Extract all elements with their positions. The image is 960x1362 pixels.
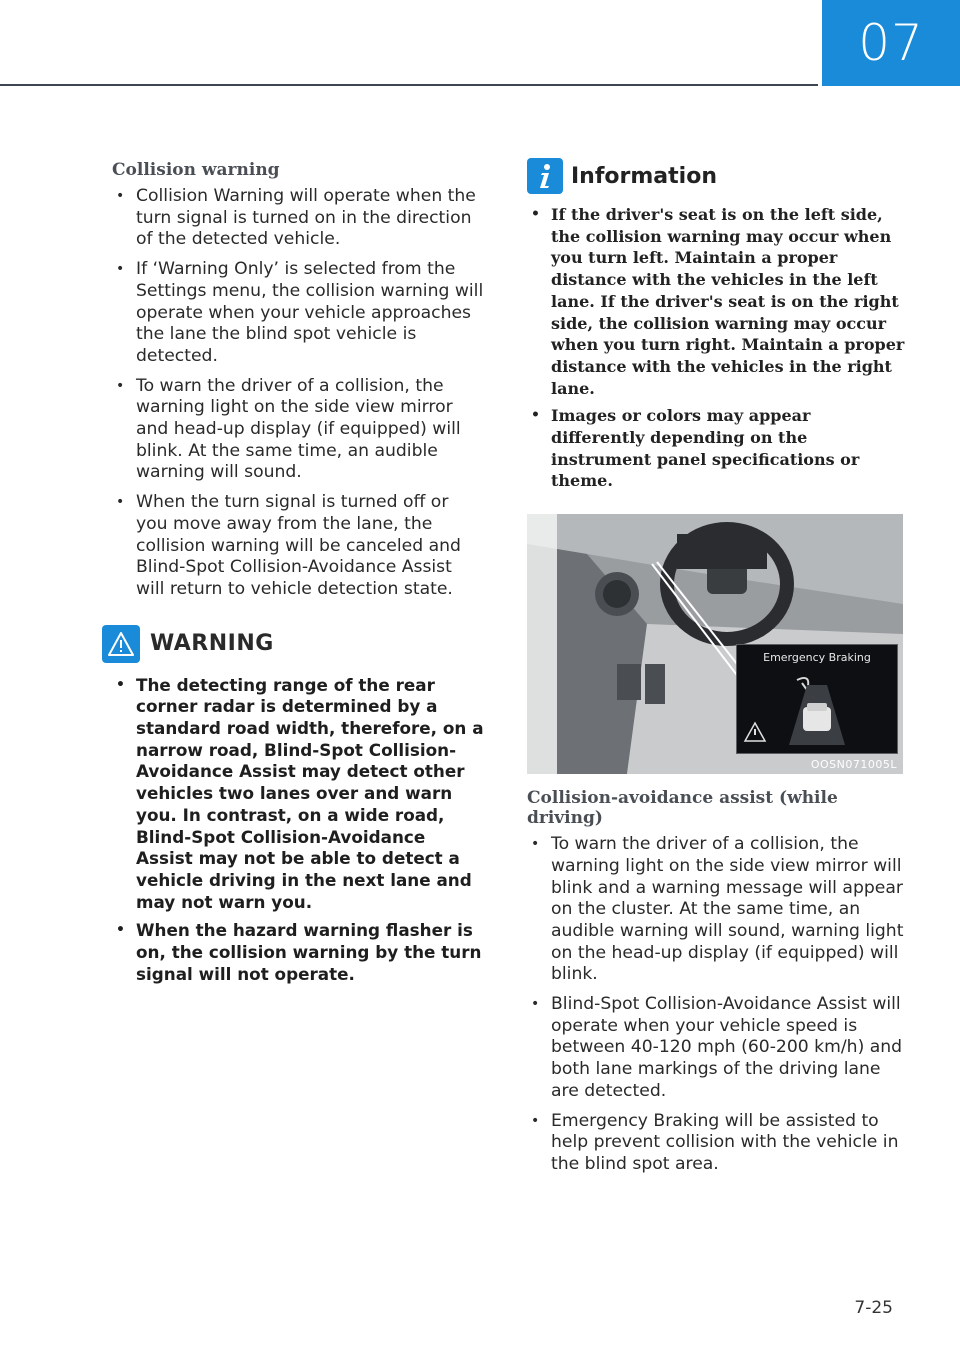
section-title-collision-avoidance: Collision-avoidance assist (while driving) (527, 788, 838, 829)
chapter-tab: 07 (822, 0, 960, 86)
list-item: • The detecting range of the rear corner radar is determined by a standard road width, therefore, on a narrow road, Blind-Spot Collision-Avoidance Assist may detect other vehicles two lanes over and warn you. In contrast, on a wide road, Blind-Spot Collision-Avoidance Assist may not be able to detect a vehicle driving in the next lane and may not warn you. (112, 675, 484, 914)
info-icon (527, 158, 563, 194)
information-header (527, 158, 905, 194)
figure-code: OOSN071005L (810, 758, 897, 772)
list-item: • Emergency Braking will be assisted to help prevent collision with the vehicle in the blind spot area. (527, 1111, 905, 1176)
list-item: • When the hazard warning flasher is on, the collision warning by the turn signal will not operate. (112, 920, 484, 985)
list-item: • Blind-Spot Collision-Avoidance Assist will operate when your vehicle speed is between 40-120 mph (60-200 km/h) and both lane markings of the driving lane are detected. (527, 994, 905, 1103)
list-item: • When the turn signal is turned off or you move away from the lane, the collision warning will be canceled and Blind-Spot Collision-Avoidance Assist will return to vehicle detection state. (112, 492, 484, 601)
warning-triangle-icon (102, 625, 140, 663)
section-title-collision-warning: Collision warning (112, 160, 280, 180)
list-item: • To warn the driver of a collision, the warning light on the side view mirror and head-up display (if equipped) will blink. At the same time, an audible warning will sound. (112, 376, 484, 485)
warning-list (112, 675, 484, 986)
left-column (112, 160, 484, 993)
list-item: • If the driver's seat is on the left side, the collision warning may occur when you turn left. Maintain a proper distance with the vehicles in the left lane. If the driver's seat is on the right side, the collision warning may occur when you turn right. Maintain a proper distance with the vehicles in the right lane. (527, 204, 905, 399)
warning-title: WARNING (150, 631, 274, 657)
dashboard-figure (527, 514, 903, 774)
cluster-label: Emergency Braking (763, 651, 871, 665)
list-item: • If ‘Warning Only’ is selected from the Settings menu, the collision warning will operate when your vehicle approaches the lane the blind spot vehicle is detected. (112, 259, 484, 368)
list-item: • Images or colors may appear differently depending on the instrument panel specifications or theme. (527, 405, 905, 492)
collision-avoidance-list (527, 834, 905, 1176)
warning-header (102, 625, 484, 663)
information-title: Information (571, 163, 717, 189)
cluster-display (736, 644, 898, 754)
list-item: • Collision Warning will operate when the turn signal is turned on in the direction of the detected vehicle. (112, 186, 484, 251)
header-rule (0, 84, 818, 86)
information-list (527, 204, 905, 492)
right-column (527, 163, 905, 1184)
page-number: 7-25 (854, 1298, 893, 1318)
car-warning-graphic (737, 645, 897, 753)
collision-warning-list (112, 186, 484, 601)
list-item: • To warn the driver of a collision, the warning light on the side view mirror will blink and a warning message will appear on the cluster. At the same time, an audible warning will sound, warning light on the head-up display (if equipped) will blink. (527, 834, 905, 986)
